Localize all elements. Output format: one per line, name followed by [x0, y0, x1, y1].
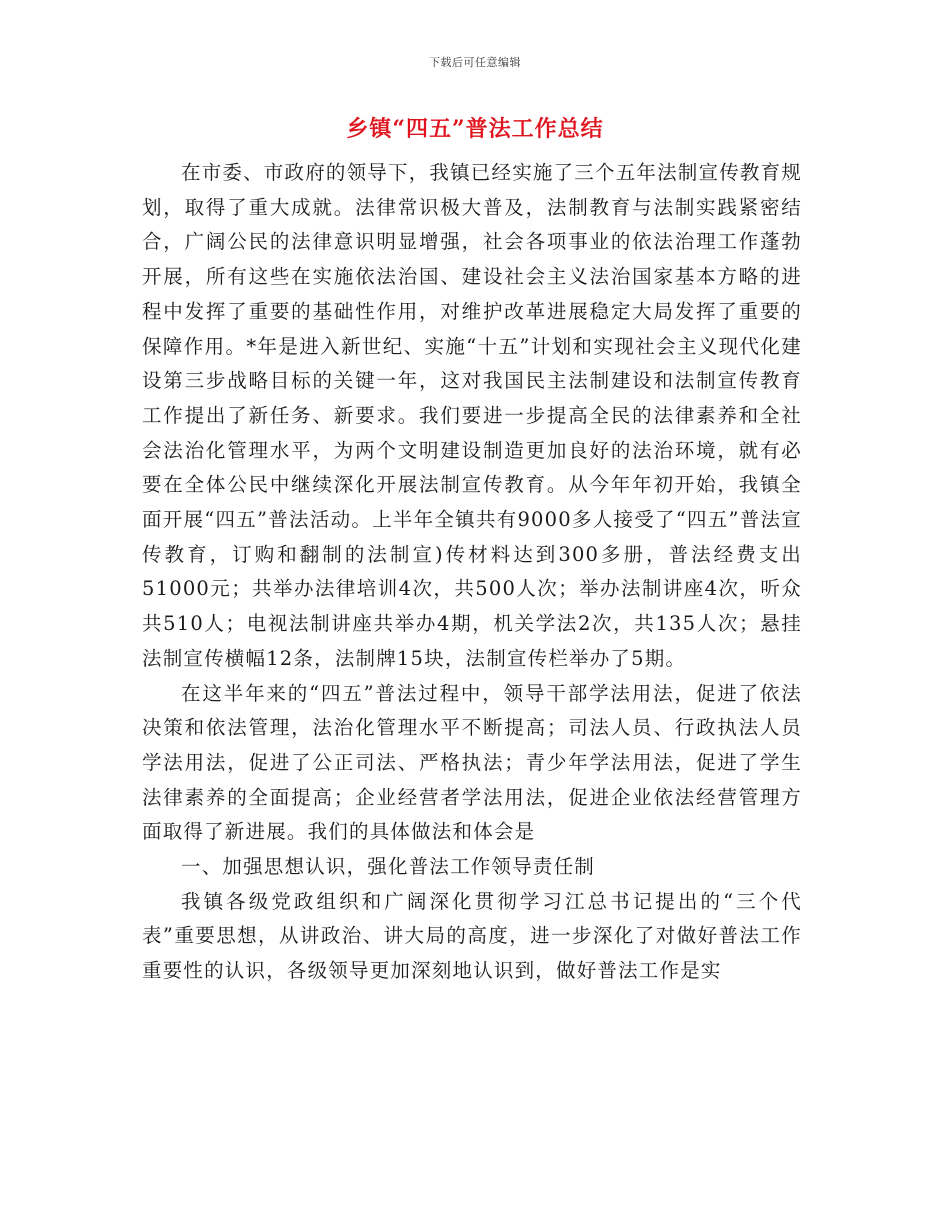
paragraph-summary: 在这半年来的“四五”普法过程中，领导干部学法用法，促进了依法决策和依法管理，法治化管理水平不断提高；司法人员、行政执法人员学法用法，促进了公正司法、严格执法；青少年学法用法，促进了学生法律素养的全面提高；企业经营者学法用法，促进企业依法经营管理方面取得了新进展。我们的具体做法和体会是	[142, 681, 802, 844]
paragraph-section-1: 我镇各级党政组织和广阔深化贯彻学习江总书记提出的“三个代表”重要思想，从讲政治、讲大局的高度，进一步深化了对做好普法工作重要性的认识，各级领导更加深刻地认识到，做好普法工作是实	[142, 889, 802, 983]
document-body	[142, 156, 802, 989]
header-note: 下载后可任意编辑	[429, 56, 521, 69]
document-title: 乡镇“四五”普法工作总结	[346, 116, 604, 142]
section-heading-1: 一、加强思想认识，强化普法工作领导责任制	[181, 855, 596, 879]
paragraph-intro: 在市委、市政府的领导下，我镇已经实施了三个五年法制宣传教育规划，取得了重大成就。法律常识极大普及，法制教育与法制实践紧密结合，广阔公民的法律意识明显增强，社会各项事业的依法治理工作蓬勃开展，所有这些在实施依法治国、建设社会主义法治国家基本方略的进程中发挥了重要的基础性作用，对维护改革进展稳定大局发挥了重要的保障作用。*年是进入新世纪、实施“十五”计划和实现社会主义现代化建设第三步战略目标的关键一年，这对我国民主法制建设和法制宣传教育工作提出了新任务、新要求。我们要进一步提高全民的法律素养和全社会法治化管理水平，为两个文明建设制造更加良好的法治环境，就有必要在全体公民中继续深化开展法制宣传教育。从今年年初开始，我镇全面开展“四五”普法活动。上半年全镇共有9000多人接受了“四五”普法宣传教育，订购和翻制的法制宣)传材料达到300多册，普法经费支出51000元；共举办法律培训4次，共500人次；举办法制讲座4次，听众共510人；电视法制讲座共举办4期，机关学法2次，共135人次；悬挂法制宣传横幅12条，法制牌15块，法制宣传栏举办了5期。	[142, 161, 803, 670]
